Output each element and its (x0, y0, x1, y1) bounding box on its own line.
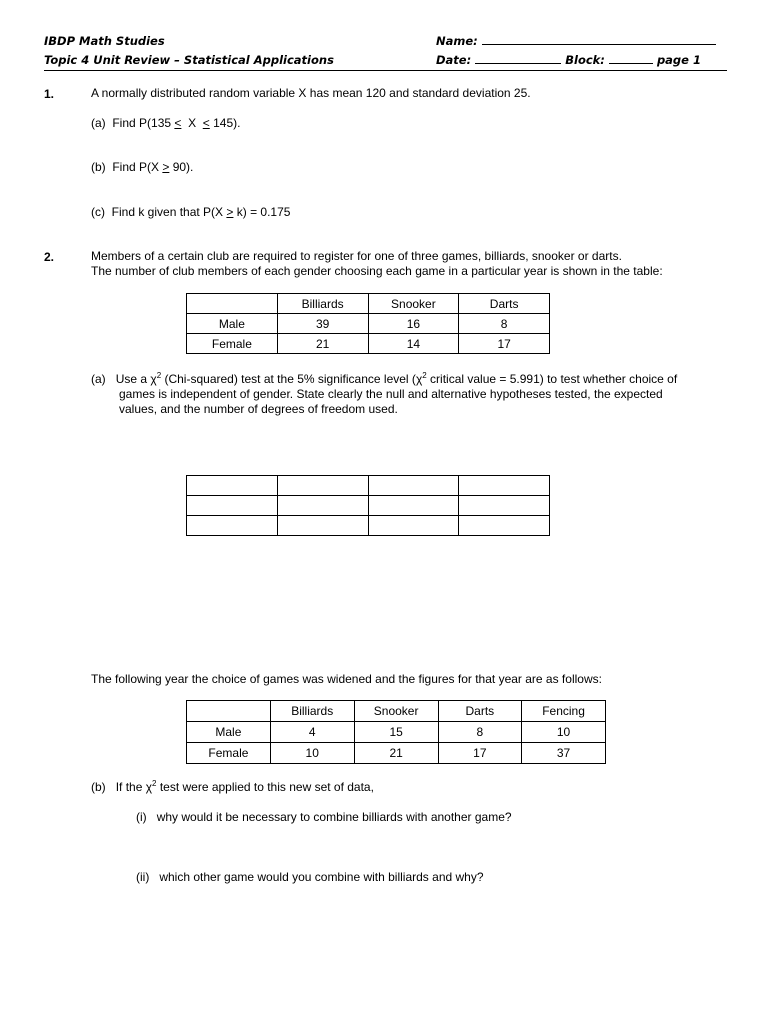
table-row-label: Female (187, 743, 271, 764)
table-cell (368, 476, 459, 496)
table-header-cell: Snooker (354, 701, 438, 722)
q1c-label: (c) (91, 205, 105, 219)
topic-title: Topic 4 Unit Review – Statistical Applications (44, 53, 334, 67)
chi-symbol: χ (415, 372, 423, 386)
q1c-op: > (226, 205, 234, 219)
table-row (187, 334, 550, 354)
table-cell (459, 496, 550, 516)
date-block-line (436, 53, 701, 67)
table-cell: 14 (368, 334, 459, 354)
games-table-year2 (186, 700, 606, 764)
q1a-pre: Find P(135 (112, 116, 175, 130)
q2b-i (136, 810, 512, 825)
q1-stem: A normally distributed random variable X has mean 120 and standard deviation 25. (91, 86, 531, 100)
block-blank (609, 63, 653, 64)
q2b-label: (b) (91, 780, 106, 794)
block-label: Block: (565, 53, 605, 67)
table-cell (277, 516, 368, 536)
table-cell: 39 (277, 314, 368, 334)
q2b-ii (136, 870, 484, 885)
table-row (187, 314, 550, 334)
table-cell: 15 (354, 722, 438, 743)
q1b-pre: Find P(X (112, 160, 163, 174)
name-line (436, 34, 716, 48)
table-header-cell: Darts (438, 701, 522, 722)
table-cell (187, 496, 278, 516)
table-header-cell: Billiards (270, 701, 354, 722)
table-cell: 17 (438, 743, 522, 764)
table-cell: 21 (277, 334, 368, 354)
q1b-label: (b) (91, 160, 106, 174)
table-cell (277, 496, 368, 516)
table-cell (187, 476, 278, 496)
table-header-row (187, 294, 550, 314)
table-cell: 16 (368, 314, 459, 334)
q2b-i-label: (i) (136, 810, 147, 824)
q1a-op2: < (202, 116, 210, 130)
table-cell: 37 (522, 743, 606, 764)
q2-stem-2: The number of club members of each gender choosing each game in a particular year is shown in the table: (91, 264, 663, 278)
q2b-ii-text: which other game would you combine with billiards and why? (159, 870, 484, 884)
table-row (187, 516, 550, 536)
chi-symbol: χ (145, 780, 153, 794)
table-cell (459, 516, 550, 536)
q2-number: 2. (44, 250, 55, 264)
q2a-mid: (Chi-squared) test at the 5% significance level ( (161, 372, 416, 386)
chi-symbol: χ (150, 372, 157, 386)
q2b-pre: If the (115, 780, 146, 794)
q2a-post: critical value = 5.991) to test whether choice of (426, 372, 678, 386)
table-cell: 4 (270, 722, 354, 743)
table-cell (368, 516, 459, 536)
q2b-post: test were applied to this new set of data, (156, 780, 374, 794)
q1-number: 1. (44, 87, 55, 101)
date-label: Date: (436, 53, 472, 67)
table-row-label: Male (187, 314, 278, 334)
q2a-pre: Use a (115, 372, 151, 386)
table-header-cell: Fencing (522, 701, 606, 722)
table-cell: 10 (522, 722, 606, 743)
page-label: page 1 (656, 53, 701, 67)
q2b (91, 780, 374, 795)
table-cell (187, 516, 278, 536)
q1b (91, 160, 193, 175)
q2a-line-3: values, and the number of degrees of freedom used. (119, 402, 398, 416)
q2b-i-text: why would it be necessary to combine billiards with another game? (156, 810, 512, 824)
table-cell (187, 701, 271, 722)
q1a-op1: < (174, 116, 182, 130)
q1b-op: > (162, 160, 170, 174)
table-cell: 8 (459, 314, 550, 334)
table-header-cell: Billiards (277, 294, 368, 314)
table-cell: 8 (438, 722, 522, 743)
chi-superscript: 2 (152, 779, 157, 788)
chi-superscript: 2 (422, 371, 427, 380)
q2-stem-1: Members of a certain club are required to register for one of three games, billiards, snooker or darts. (91, 249, 622, 263)
q1c-pre: Find k given that P(X (111, 205, 227, 219)
name-label: Name: (436, 34, 478, 48)
q1a-label: (a) (91, 116, 106, 130)
q2a-label: (a) (91, 372, 106, 386)
chi-superscript: 2 (156, 371, 162, 380)
q1a (91, 116, 240, 131)
table-cell (459, 476, 550, 496)
table-header-row (187, 701, 606, 722)
blank-working-table (186, 475, 550, 536)
table-row (187, 743, 606, 764)
q2a-line-1 (91, 372, 677, 387)
q1a-post: 145). (209, 116, 241, 130)
table-cell (187, 294, 278, 314)
table-cell (277, 476, 368, 496)
following-year-text: The following year the choice of games was widened and the figures for that year are as follows: (91, 672, 602, 686)
date-blank (475, 63, 561, 64)
table-row (187, 722, 606, 743)
table-row-label: Female (187, 334, 278, 354)
header-rule (44, 70, 727, 71)
table-row-label: Male (187, 722, 271, 743)
name-blank (482, 44, 716, 45)
q1c (91, 205, 290, 220)
table-cell: 10 (270, 743, 354, 764)
q1a-mid: X (181, 116, 203, 130)
q1b-post: 90). (169, 160, 194, 174)
course-title: IBDP Math Studies (44, 34, 165, 48)
q2a-line-2: games is independent of gender. State clearly the null and alternative hypotheses tested, the expected (119, 387, 663, 401)
games-table-year1 (186, 293, 550, 354)
q1c-post: k) = 0.175 (233, 205, 291, 219)
table-header-cell: Snooker (368, 294, 459, 314)
table-header-cell: Darts (459, 294, 550, 314)
q2b-ii-label: (ii) (136, 870, 150, 884)
table-cell (368, 496, 459, 516)
table-cell: 21 (354, 743, 438, 764)
table-cell: 17 (459, 334, 550, 354)
table-row (187, 476, 550, 496)
table-row (187, 496, 550, 516)
